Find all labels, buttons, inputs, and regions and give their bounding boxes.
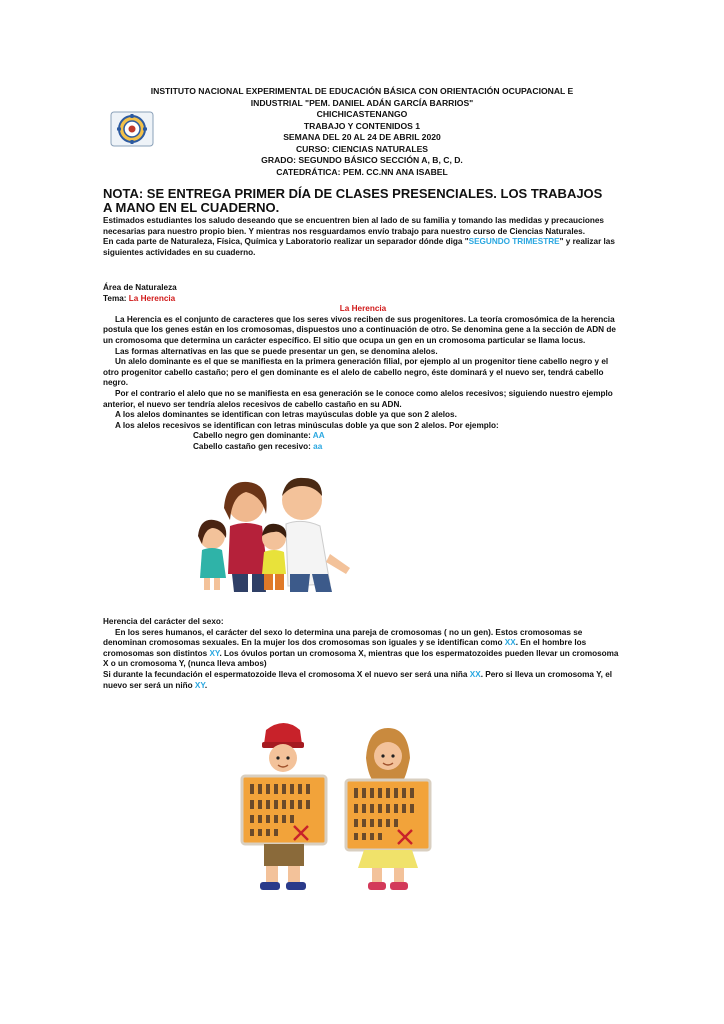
- intro-instruction: [103, 237, 623, 258]
- tema-line: [103, 294, 623, 305]
- xy-label: XY: [209, 648, 220, 658]
- sex-text-f: .: [204, 680, 208, 690]
- section-title: La Herencia: [339, 304, 387, 314]
- instruction-text: En cada parte de Naturaleza, Física, Química y Laboratorio realizar un separador dónde diga ": [103, 237, 469, 247]
- example-recessive: [103, 442, 623, 453]
- header-line-grade: GRADO: SEGUNDO BÁSICO SECCIÓN A, B, C, D.: [261, 155, 463, 165]
- paragraph-alelos: Las formas alternativas en las que se puede presentar un gen, se denomina alelos.: [115, 346, 438, 356]
- family-illustration: [190, 474, 354, 592]
- paragraph-mayusculas: A los alelos dominantes se identifican con letras mayúsculas doble ya que son 2 alelos.: [115, 410, 457, 420]
- header-line-school-name: INDUSTRIAL "PEM. DANIEL ADÁN GARCÍA BARRIOS": [250, 97, 474, 108]
- paragraph-definition: La Herencia es el conjunto de caracteres que los seres vivos reciben de sus progenitores. La teoría cromosómica de la herencia postula que los genes están en los cromosomas, dispuestos uno a continuación de otro. Se denomina gene a la sección de ADN de un cromosoma que determina un carácter específico. El sitio que ocupa un gen en un cromosoma particular se llama locus.: [103, 314, 616, 345]
- header-line-teacher: CATEDRÁTICA: PEM. CC.NN ANA ISABEL: [276, 166, 448, 177]
- header-line-institution: INSTITUTO NACIONAL EXPERIMENTAL DE EDUCACIÓN BÁSICA CON ORIENTACIÓN OCUPACIONAL E: [150, 86, 574, 96]
- sex-text-a: En los seres humanos, el carácter del sexo lo determina una pareja de cromosomas ( no un gen). Estos cromosomas se denominan cromosomas sexuales. En la mujer los dos cromosomas son iguales y se identifican como: [103, 627, 583, 648]
- highlight-segundo-trimestre: SEGUNDO TRIMESTRE: [468, 237, 560, 247]
- example-dominant-label: Cabello negro gen dominante:: [193, 431, 313, 441]
- sex-text-b: . En el hombre los cromosomas son distintos: [103, 638, 587, 658]
- header-line-week: SEMANA DEL 20 AL 24 DE ABRIL 2020: [283, 132, 441, 142]
- sex-paragraph-1: [103, 628, 623, 670]
- example-dominant-value: AA: [312, 431, 325, 441]
- children-chromosomes-illustration: [236, 718, 436, 898]
- document-header: [100, 86, 624, 178]
- example-recessive-label: Cabello castaño gen recesivo:: [193, 441, 314, 451]
- paragraph-minusculas: A los alelos recesivos se identifican con letras minúsculas doble ya que son 2 alelos. Por ejemplo:: [115, 420, 499, 430]
- xx-label: XX: [504, 638, 516, 648]
- paragraph-dominante: Un alelo dominante es el que se manifiesta en la primera generación filial, por ejemplo al un progenitor tiene cabello negro y el otro progenitor cabello castaño; pero el gen dominante es el alelo de cabello negro, éste dominará y el nuevo ser, tendrá cabello negro.: [103, 357, 609, 388]
- header-line-course: CURSO: CIENCIAS NATURALES: [295, 143, 429, 154]
- xy-label-boy: XY: [194, 680, 205, 690]
- sex-text-c: . Los óvulos portan un cromosoma X, mientras que los espermatozoides pueden llevar un cromosoma X o un cromosoma Y, (nunca lleva ambos): [103, 648, 619, 669]
- sex-inheritance-section: [103, 617, 623, 691]
- intro-greeting: Estimados estudiantes los saludo deseando que se encuentren bien al lado de su familia y tomando las medidas y precauciones necesarias para nuestro propio bien. Y mientras nos resguardamos envío trabajo para nuestro curso de Ciencias Naturales.: [103, 216, 604, 236]
- sex-paragraph-2: [103, 670, 623, 691]
- paragraph-recesivo: Por el contrario el alelo que no se manifiesta en esa generación se le conoce como alelos recesivos; siguiendo nuestro ejemplo anterior, el nuevo ser tendría alelos recesivos de cabello castaño en su ADN.: [103, 388, 613, 409]
- example-recessive-value: aa: [313, 441, 323, 451]
- sex-text-e: . Pero si lleva un cromosoma Y, el nuevo ser será un niño: [103, 669, 613, 690]
- area-label: Área de Naturaleza: [103, 283, 177, 292]
- instruction-text-end: " y realizar las siguientes actividades en su cuaderno.: [103, 237, 615, 257]
- tema-value: La Herencia: [128, 293, 176, 303]
- tema-label: Tema:: [103, 293, 129, 303]
- header-line-town: CHICHICASTENANGO: [316, 109, 408, 119]
- nota-heading: NOTA: SE ENTREGA PRIMER DÍA DE CLASES PRESENCIALES. LOS TRABAJOS A MANO EN EL CUADERNO.: [103, 186, 603, 215]
- sex-text-d: Si durante la fecundación el espermatozoide lleva el cromosoma X el nuevo ser será una niña: [103, 669, 470, 679]
- header-line-work-title: TRABAJO Y CONTENIDOS 1: [303, 120, 421, 131]
- xx-label-girl: XX: [469, 669, 481, 679]
- herencia-section: [103, 283, 623, 453]
- intro-section: [103, 216, 623, 258]
- example-dominant: [103, 431, 623, 442]
- sex-heading: Herencia del carácter del sexo:: [103, 617, 224, 626]
